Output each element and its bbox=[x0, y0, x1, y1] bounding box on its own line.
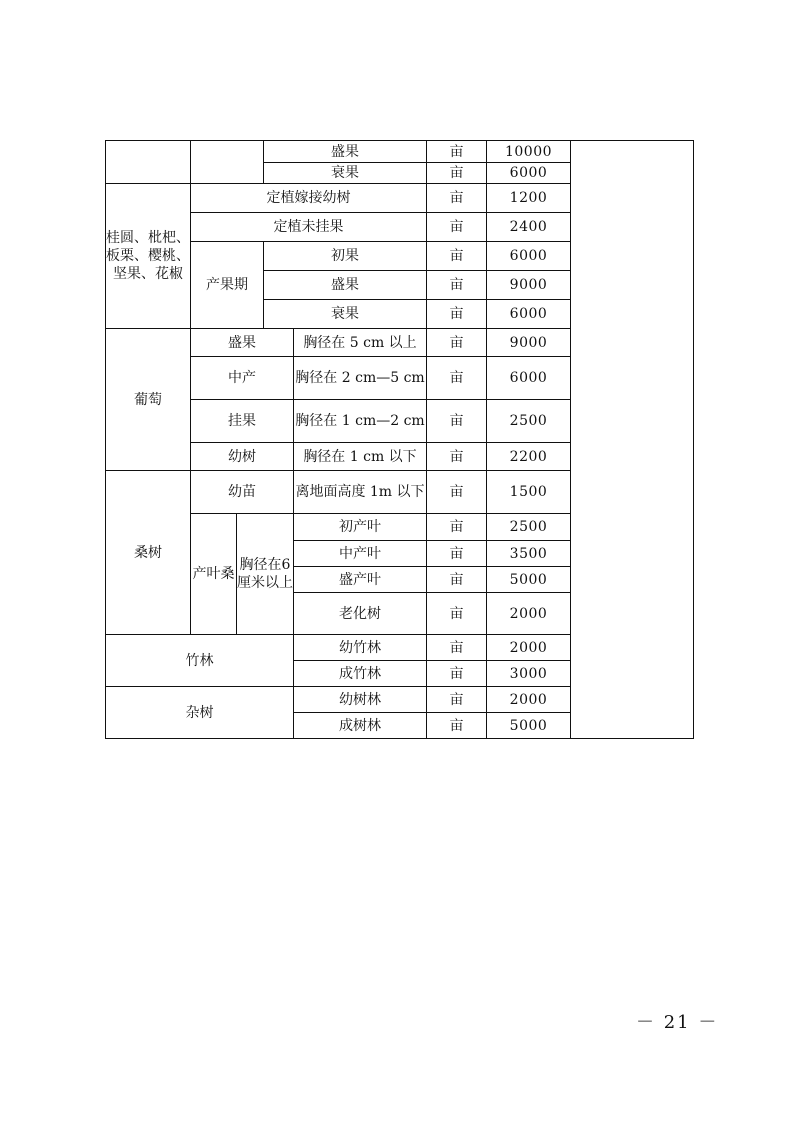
value-cell: 10000 bbox=[487, 141, 571, 163]
table-cell: 盛果 bbox=[264, 141, 427, 163]
table-cell: 盛产叶 bbox=[294, 567, 427, 593]
table-cell: 离地面高度 1m 以下 bbox=[294, 471, 427, 514]
value-cell: 6000 bbox=[487, 163, 571, 184]
value-cell: 2500 bbox=[487, 400, 571, 443]
unit-cell: 亩 bbox=[427, 514, 487, 541]
value-cell: 6000 bbox=[487, 300, 571, 329]
page-number: － 21 － bbox=[636, 1012, 719, 1033]
table-cell: 老化树 bbox=[294, 593, 427, 635]
table-cell: 胸径在 2 cm—5 cm bbox=[294, 357, 427, 400]
value-cell: 2500 bbox=[487, 514, 571, 541]
value-cell: 1500 bbox=[487, 471, 571, 514]
table-cell: 初果 bbox=[264, 242, 427, 271]
subcategory-label: 产果期 bbox=[191, 242, 264, 329]
category-label: 竹林 bbox=[106, 635, 294, 687]
table-cell: 胸径在 1 cm 以下 bbox=[294, 443, 427, 471]
cell-prev-subcategory bbox=[191, 141, 264, 184]
compensation-table bbox=[105, 140, 694, 739]
value-cell: 2000 bbox=[487, 687, 571, 713]
cell-prev-category bbox=[106, 141, 191, 184]
value-cell: 2200 bbox=[487, 443, 571, 471]
unit-cell: 亩 bbox=[427, 400, 487, 443]
unit-cell: 亩 bbox=[427, 635, 487, 661]
category-label: 桑树 bbox=[106, 471, 191, 635]
table-cell: 成树林 bbox=[294, 713, 427, 739]
table-cell: 中产 bbox=[191, 357, 294, 400]
table-cell: 定植未挂果 bbox=[191, 213, 427, 242]
unit-cell: 亩 bbox=[427, 713, 487, 739]
unit-cell: 亩 bbox=[427, 593, 487, 635]
table-cell: 挂果 bbox=[191, 400, 294, 443]
unit-cell: 亩 bbox=[427, 567, 487, 593]
subcategory-label: 产叶桑 bbox=[191, 514, 237, 635]
unit-cell: 亩 bbox=[427, 184, 487, 213]
table-cell: 成竹林 bbox=[294, 661, 427, 687]
table-cell: 幼树 bbox=[191, 443, 294, 471]
unit-cell: 亩 bbox=[427, 163, 487, 184]
unit-cell: 亩 bbox=[427, 213, 487, 242]
table-cell: 中产叶 bbox=[294, 541, 427, 567]
category-label: 葡萄 bbox=[106, 329, 191, 471]
table-cell: 衰果 bbox=[264, 300, 427, 329]
value-cell: 5000 bbox=[487, 713, 571, 739]
unit-cell: 亩 bbox=[427, 357, 487, 400]
unit-cell: 亩 bbox=[427, 661, 487, 687]
unit-cell: 亩 bbox=[427, 141, 487, 163]
value-cell: 1200 bbox=[487, 184, 571, 213]
unit-cell: 亩 bbox=[427, 471, 487, 514]
unit-cell: 亩 bbox=[427, 541, 487, 567]
value-cell: 9000 bbox=[487, 271, 571, 300]
value-cell: 5000 bbox=[487, 567, 571, 593]
table-cell: 初产叶 bbox=[294, 514, 427, 541]
value-cell: 2000 bbox=[487, 593, 571, 635]
value-cell: 3000 bbox=[487, 661, 571, 687]
unit-cell: 亩 bbox=[427, 329, 487, 357]
category-label: 杂树 bbox=[106, 687, 294, 739]
table-cell: 胸径在 5 cm 以上 bbox=[294, 329, 427, 357]
table-cell: 胸径在 1 cm—2 cm bbox=[294, 400, 427, 443]
unit-cell: 亩 bbox=[427, 242, 487, 271]
remarks-column bbox=[571, 141, 694, 739]
table-cell: 幼苗 bbox=[191, 471, 294, 514]
subcategory-detail: 胸径在6厘米以上 bbox=[237, 514, 294, 635]
table-cell: 盛果 bbox=[264, 271, 427, 300]
unit-cell: 亩 bbox=[427, 443, 487, 471]
category-label: 桂圆、枇杷、板栗、樱桃、坚果、花椒 bbox=[106, 184, 191, 329]
unit-cell: 亩 bbox=[427, 687, 487, 713]
unit-cell: 亩 bbox=[427, 271, 487, 300]
value-cell: 2400 bbox=[487, 213, 571, 242]
unit-cell: 亩 bbox=[427, 300, 487, 329]
value-cell: 9000 bbox=[487, 329, 571, 357]
value-cell: 6000 bbox=[487, 242, 571, 271]
value-cell: 2000 bbox=[487, 635, 571, 661]
table-cell: 盛果 bbox=[191, 329, 294, 357]
table-cell: 幼竹林 bbox=[294, 635, 427, 661]
table-cell: 幼树林 bbox=[294, 687, 427, 713]
table-cell: 衰果 bbox=[264, 163, 427, 184]
table-cell: 定植嫁接幼树 bbox=[191, 184, 427, 213]
value-cell: 6000 bbox=[487, 357, 571, 400]
value-cell: 3500 bbox=[487, 541, 571, 567]
